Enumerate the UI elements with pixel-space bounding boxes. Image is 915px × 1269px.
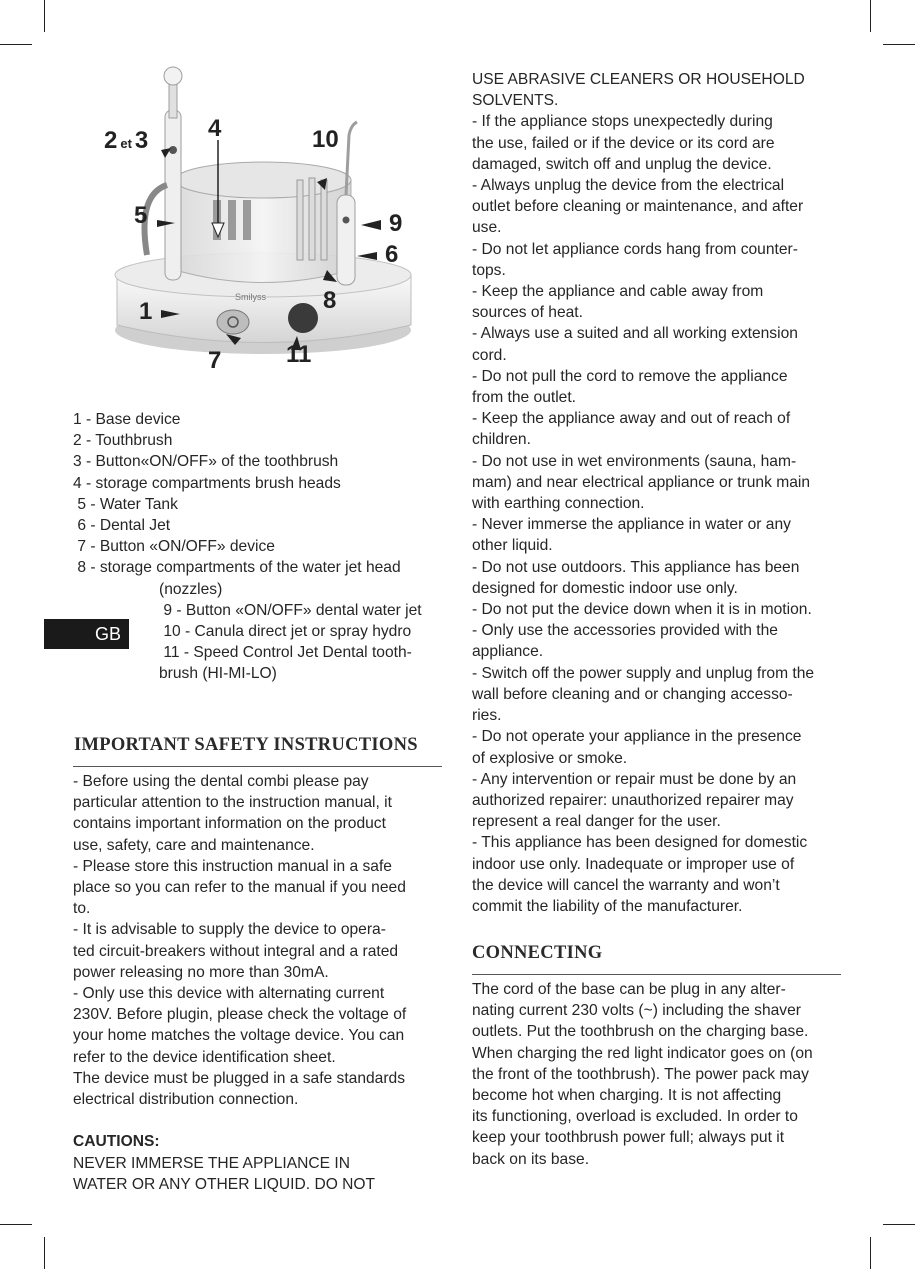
text-line: ted circuit-breakers without integral and a rated [73,942,399,960]
text-line: use, safety, care and maintenance. [73,836,315,854]
callout-1: 1 [139,298,153,325]
text-line: - This appliance has been designed for domestic [472,834,808,852]
toothbrush-button [169,146,177,154]
callout-11: 11 [286,341,312,368]
callout-arrow [361,220,381,230]
text-line: mam) and near electrical appliance or trunk main [472,473,811,491]
text-line: When charging the red light indicator goes on (on [472,1044,813,1062]
callout-4: 4 [208,115,222,142]
list-item: 10 - Canula direct jet or spray hydro [159,623,412,641]
text-line: tops. [472,261,506,279]
callout-2: 2 [104,127,118,154]
text-line: become hot when charging. It is not affecting [472,1087,782,1105]
text-line: children. [472,431,531,449]
text-line: damaged, switch off and unplug the device. [472,155,772,173]
text-line: The cord of the base can be plug in any alter- [472,981,786,998]
text-line: of explosive or smoke. [472,749,628,767]
text-line: WATER OR ANY OTHER LIQUID. DO NOT [73,1175,376,1193]
crop-mark [883,44,915,45]
text-line: - Switch off the power supply and unplug from the [472,664,815,682]
list-item: 4 - storage compartments brush heads [73,474,341,492]
text-line: indoor use only. Inadequate or improper use of [472,855,795,873]
text-line: represent a real danger for the user. [472,813,721,831]
text-line: - Do not pull the cord to remove the appliance [472,367,788,385]
brand-logo: Smilyss [235,292,266,302]
language-tab: GB [44,619,129,649]
safety-text [73,771,406,1195]
text-line: the use, failed or if the device or its cord are [472,134,775,152]
safety-heading: IMPORTANT SAFETY INSTRUCTIONS [74,735,418,755]
callout-2-et-3 [104,127,148,155]
list-item: 1 - Base device [73,411,181,428]
text-line: outlet before cleaning or maintenance, and after [472,198,804,216]
callout-3: 3 [134,127,149,154]
crop-mark [44,0,45,32]
connecting-heading: CONNECTING [472,943,603,963]
text-line: the device will cancel the warranty and won’t [472,876,780,894]
text-line: refer to the device identification sheet. [73,1048,336,1066]
text-line: the front of the toothbrush). The power pack may [472,1065,809,1083]
text-line: commit the liability of the manufacturer. [472,897,743,915]
speed-control-knob [288,303,318,333]
text-line: - If the appliance stops unexpectedly during [472,113,773,131]
text-line: its functioning, overload is excluded. In order to [472,1108,798,1126]
cautions-label: CAUTIONS: [73,1133,160,1151]
text-line: USE ABRASIVE CLEANERS OR HOUSEHOLD [472,71,805,88]
text-line: - Always unplug the device from the electrical [472,177,785,195]
text-line: - Keep the appliance away and out of reach of [472,410,791,428]
brush-head [243,200,251,240]
toothbrush-head [164,67,182,85]
text-line: from the outlet. [472,389,577,407]
text-line: ries. [472,707,502,725]
text-line: - Do not put the device down when it is in motion. [472,601,812,619]
crop-mark [870,1237,871,1269]
callout-5: 5 [134,202,148,229]
heading-divider [73,766,442,767]
text-line: - Only use the accessories provided with the [472,622,778,640]
heading-divider [472,974,841,975]
crop-mark [44,1237,45,1269]
crop-mark [0,1224,32,1225]
power-button [217,310,249,334]
text-line: particular attention to the instruction manual, it [73,794,392,812]
text-line: - Do not operate your appliance in the presence [472,728,802,746]
text-line: SOLVENTS. [472,92,559,110]
callout-8: 8 [323,287,337,314]
callout-7: 7 [208,347,222,374]
text-line: nating current 230 volts (~) including the shaver [472,1002,801,1020]
tank-handle [145,185,168,255]
text-line: use. [472,219,502,237]
text-line: - Any intervention or repair must be done by an [472,770,797,788]
toothbrush [165,110,181,280]
list-item: 3 - Button«ON/OFF» of the toothbrush [73,453,339,471]
crop-mark [0,44,32,45]
list-item: 6 - Dental Jet [73,517,171,535]
text-line: designed for domestic indoor use only. [472,579,738,597]
text-line: - Do not use in wet environments (sauna, ham- [472,452,797,470]
text-line: - Before using the dental combi please pay [73,773,369,790]
text-line: - Do not let appliance cords hang from counter- [472,240,798,258]
text-line: - It is advisable to supply the device to opera- [73,921,386,939]
text-line: wall before cleaning and or changing accesso- [472,685,793,703]
crop-mark [870,0,871,32]
jet-nozzle [309,178,315,260]
text-line: back on its base. [472,1150,590,1168]
dental-jet-button [343,217,350,224]
text-line: - Never immerse the appliance in water or any [472,516,791,534]
list-item: 8 - storage compartments of the water jet head [73,559,401,577]
callout-6: 6 [385,241,399,268]
text-line: - Keep the appliance and cable away from [472,283,764,301]
dental-jet [337,195,355,285]
text-line: cord. [472,346,507,364]
list-item: 9 - Button «ON/OFF» dental water jet [159,601,422,619]
brush-head [228,200,236,240]
text-line: authorized repairer: unauthorized repairer may [472,791,794,809]
text-line: place so you can refer to the manual if you need [73,879,406,897]
text-line: outlets. Put the toothbrush on the charging base. [472,1023,809,1041]
text-line: with earthing connection. [472,495,645,513]
list-item: brush (HI-MI-LO) [159,665,277,683]
text-line: keep your toothbrush power full; always put it [472,1129,785,1147]
jet-nozzle [321,180,327,260]
text-line: - Do not use outdoors. This appliance has been [472,558,800,576]
connecting-text [472,979,813,1170]
list-item: 11 - Speed Control Jet Dental tooth- [159,644,412,662]
text-line: power releasing no more than 30mA. [73,963,329,981]
text-line: 230V. Before plugin, please check the voltage of [73,1006,407,1024]
text-line: The device must be plugged in a safe standards [73,1069,406,1087]
text-line: other liquid. [472,537,553,555]
callout-10: 10 [312,126,339,153]
list-item: 2 - Touthbrush [73,432,173,450]
jet-nozzle [297,180,303,260]
right-column-text [472,69,814,917]
callout-et: et [120,136,132,151]
text-line: to. [73,900,91,918]
crop-mark [883,1224,915,1225]
text-line: - Only use this device with alternating current [73,985,385,1003]
text-line: electrical distribution connection. [73,1091,299,1109]
text-line: - Always use a suited and all working extension [472,325,798,343]
text-line: contains important information on the product [73,815,386,833]
list-item: 5 - Water Tank [73,495,178,513]
blank-line [73,1110,406,1131]
list-item: 7 - Button «ON/OFF» device [73,538,275,556]
list-item: (nozzles) [159,580,223,598]
callout-9: 9 [389,210,403,237]
text-line: NEVER IMMERSE THE APPLIANCE IN [73,1154,351,1172]
text-line: your home matches the voltage device. You can [73,1027,405,1045]
text-line: appliance. [472,643,544,661]
text-line: sources of heat. [472,304,583,322]
text-line: - Please store this instruction manual in a safe [73,857,392,875]
